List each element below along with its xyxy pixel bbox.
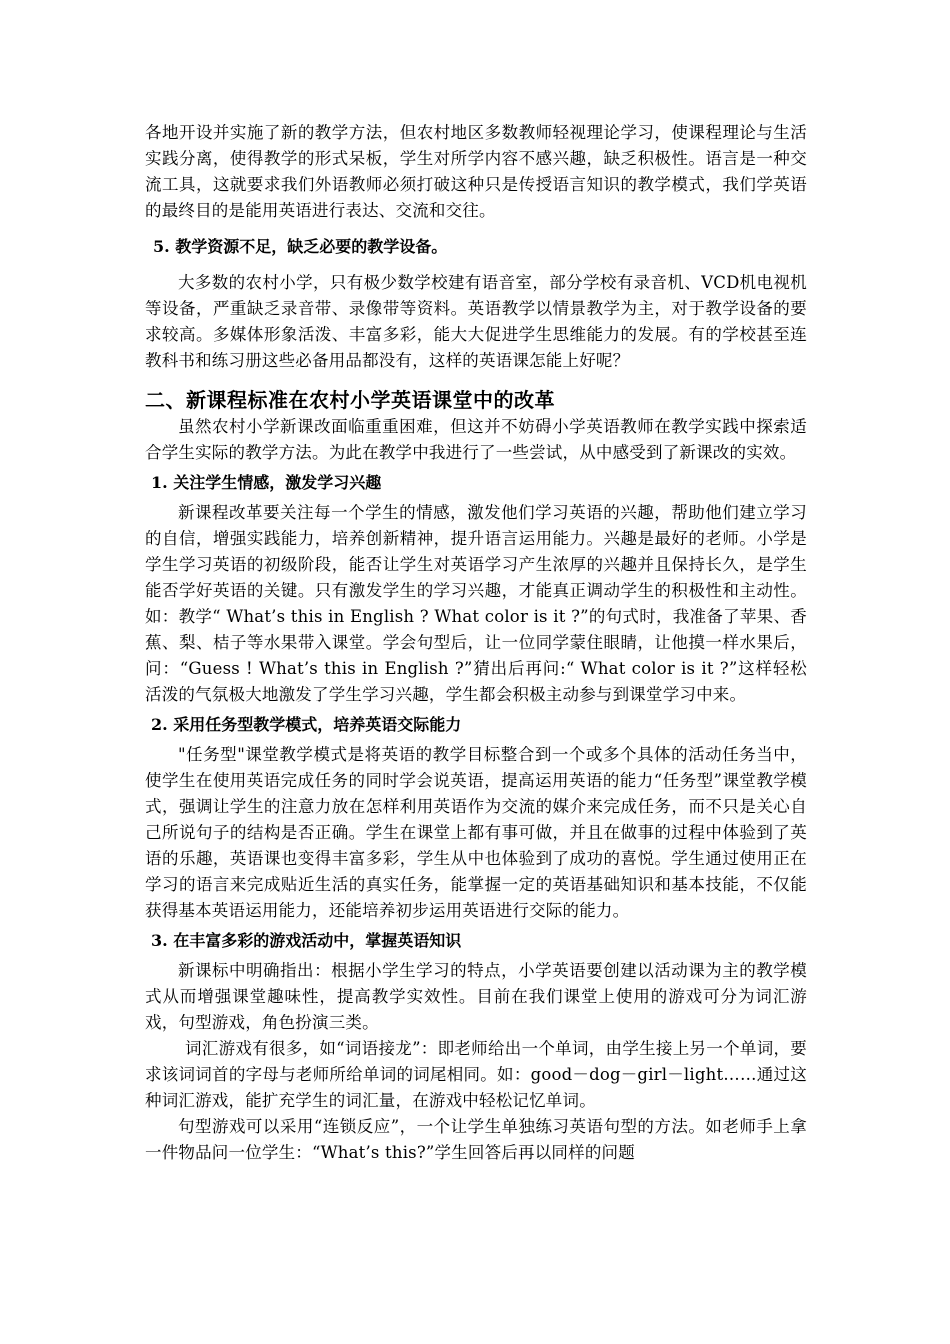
- section-2-heading: 二、新课程标准在农村小学英语课堂中的改革: [145, 388, 555, 412]
- paragraph-3a: 新课标中明确指出：根据小学生学习的特点，小学英语要创建以活动课为主的教学模式从而增强课堂趣味性，提高教学实效性。目前在我们课堂上使用的游戏可分为词汇游戏，句型游戏，角色扮演三类。: [145, 961, 807, 1032]
- document-body: [145, 120, 807, 1166]
- heading-2: 2. 采用任务型教学模式，培养英语交际能力: [151, 715, 462, 734]
- paragraph-2: "任务型"课堂教学模式是将英语的教学目标整合到一个或多个具体的活动任务当中，使学生在使用英语完成任务的同时学会说英语，提高运用英语的能力“任务型”课堂教学模式，强调让学生的注意力放在怎样利用英语作为交流的媒介来完成任务，而不只是关心自己所说句子的结构是否正确。学生在课堂上都有事可做，并且在做事的过程中体验到了英语的乐趣，英语课也变得丰富多彩，学生从中也体验到了成功的喜悦。学生通过使用正在学习的语言来完成贴近生活的真实任务，能掌握一定的英语基础知识和基本技能，不仅能获得基本英语运用能力，还能培养初步运用英语进行交际的能力。: [145, 745, 807, 920]
- heading-3: 3. 在丰富多彩的游戏活动中，掌握英语知识: [151, 931, 462, 950]
- paragraph-3b: 词汇游戏有很多，如“词语接龙”：即老师给出一个单词，由学生接上另一个单词，要求该词词首的字母与老师所给单词的词尾相同。如：good－dog－girl－light……通过这种词汇游戏，能扩充学生的词汇量，在游戏中轻松记忆单词。: [145, 1039, 807, 1110]
- section-2-paragraph: 虽然农村小学新课改面临重重困难，但这并不妨碍小学英语教师在教学实践中探索适合学生实际的教学方法。为此在教学中我进行了一些尝试，从中感受到了新课改的实效。: [145, 417, 807, 462]
- heading-1: 1. 关注学生情感，激发学习兴趣: [151, 473, 382, 492]
- paragraph-5: 大多数的农村小学，只有极少数学校建有语音室，部分学校有录音机、VCD机电视机等设备，严重缺乏录音带、录像带等资料。英语教学以情景教学为主，对于教学设备的要求较高。多媒体形象活泼、丰富多彩，能大大促进学生思维能力的发展。有的学校甚至连教科书和练习册这些必备用品都没有，这样的英语课怎能上好呢？: [145, 273, 807, 370]
- heading-5: 5. 教学资源不足，缺乏必要的教学设备。: [153, 237, 448, 256]
- paragraph-3c: 句型游戏可以采用“连锁反应”，一个让学生单独练习英语句型的方法。如老师手上拿一件物品问一位学生：“What’s this?”学生回答后再以同样的问题: [145, 1117, 807, 1162]
- intro-paragraph: 各地开设并实施了新的教学方法，但农村地区多数教师轻视理论学习，使课程理论与生活实践分离，使得教学的形式呆板，学生对所学内容不感兴趣，缺乏积极性。语言是一种交流工具，这就要求我们外语教师必须打破这种只是传授语言知识的教学模式，我们学英语的最终目的是能用英语进行表达、交流和交往。: [145, 123, 807, 220]
- paragraph-1: 新课程改革要关注每一个学生的情感，激发他们学习英语的兴趣，帮助他们建立学习的自信，增强实践能力，培养创新精神，提升语言运用能力。兴趣是最好的老师。小学是学生学习英语的初级阶段，能否让学生对英语学习产生浓厚的兴趣并且保持长久，是学生能否学好英语的关键。只有激发学生的学习兴趣，才能真正调动学生的积极性和主动性。如：教学“ What’s this in English ? What color is it ?”的句式时，我准备了苹果、香蕉、梨、桔子等水果带入课堂。学会句型后，让一位同学蒙住眼睛，让他摸一样水果后，问：“Guess ! What’s this in English ?”猜出后再问:“ What color is it ?”这样轻松活泼的气氛极大地激发了学生学习兴趣，学生都会积极主动参与到课堂学习中来。: [145, 503, 807, 704]
